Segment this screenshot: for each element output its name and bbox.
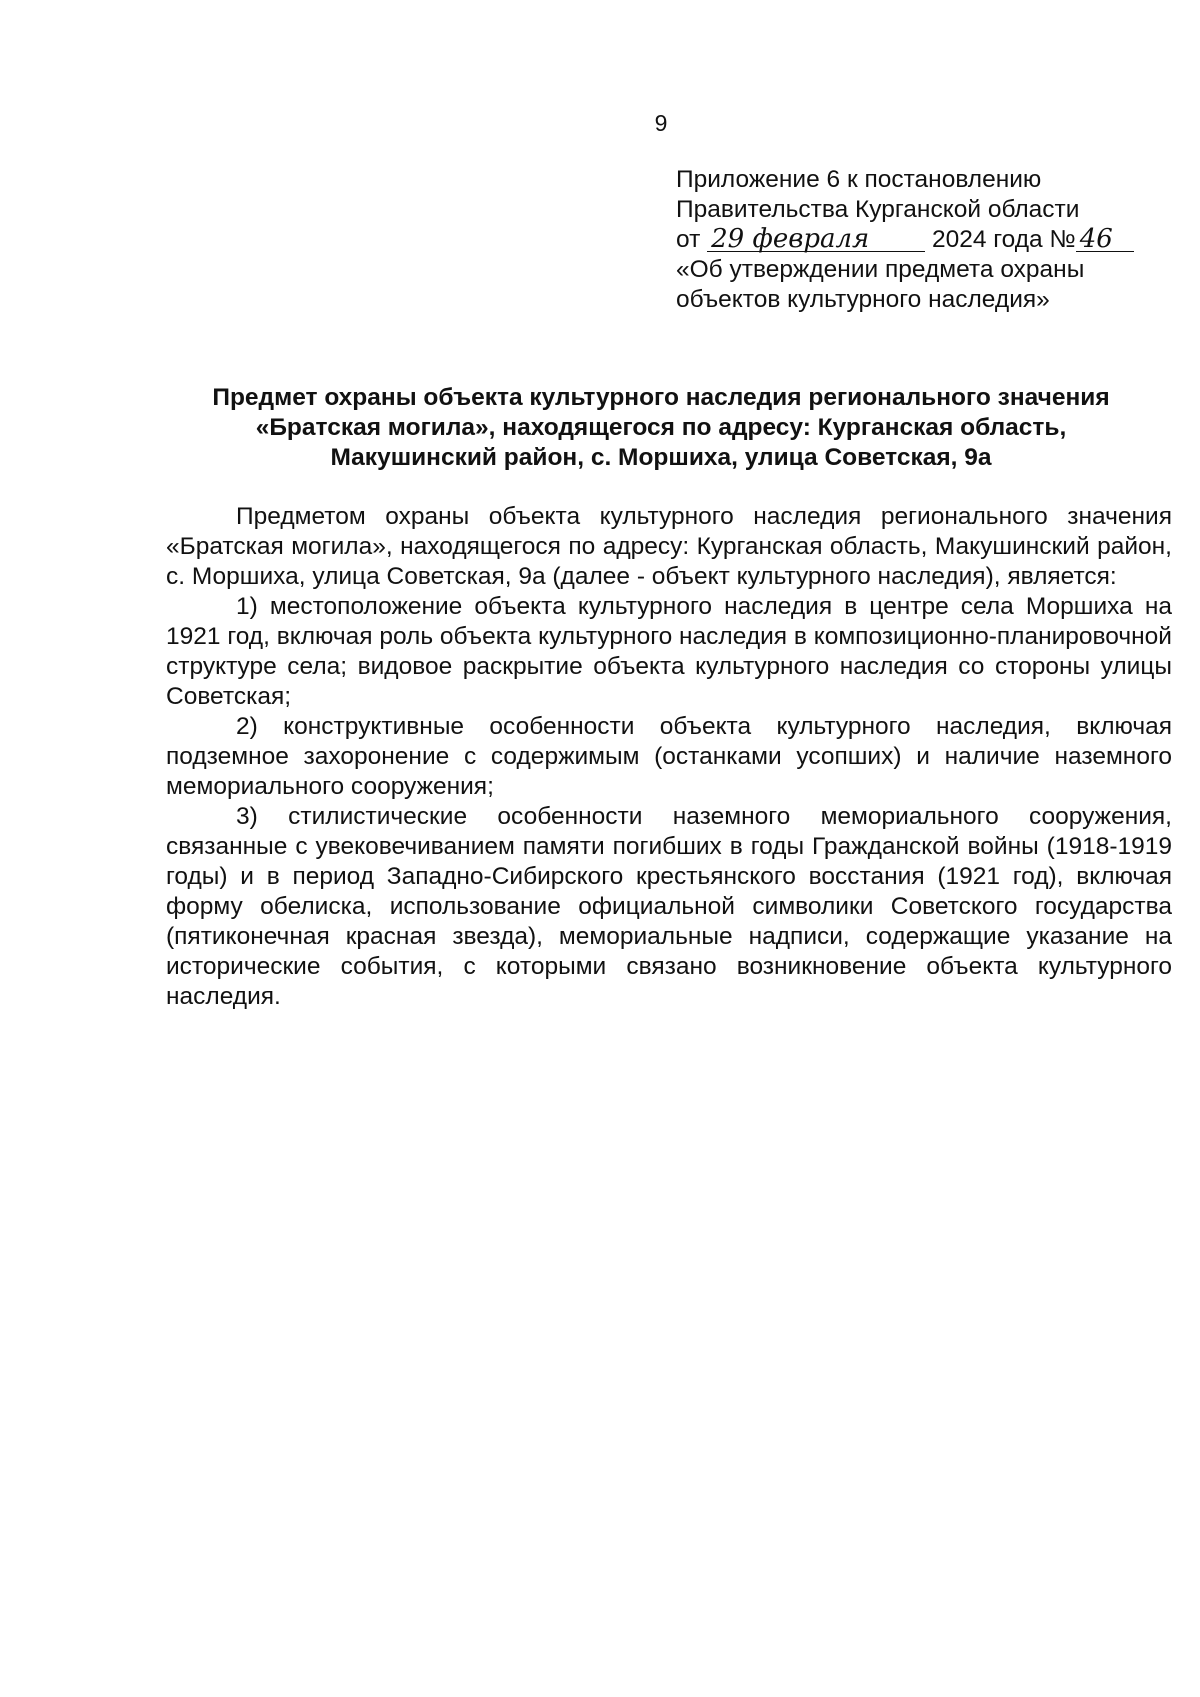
appendix-year-text: 2024 года № — [931, 226, 1076, 253]
item-1-paragraph: 1) местоположение объекта культурного наследия в центре села Моршиха на 1921 год, включая роль объекта культурного наследия в композиционно-планировочной структуре села; видовое раскрытие объекта культурного наследия со стороны улицы Советская; — [166, 593, 1172, 710]
document-title — [160, 383, 1162, 473]
title-line-2: «Братская могила», находящегося по адресу: Курганская область, — [255, 414, 1067, 441]
title-line-3: Макушинский район, с. Моршиха, улица Советская, 9а — [330, 444, 992, 471]
appendix-line-5: объектов культурного наследия» — [676, 286, 1050, 313]
item-3-paragraph: 3) стилистические особенности наземного мемориального сооружения, связанные с увековечиванием памяти погибших в годы Гражданской войны (1918-1919 годы) и в период Западно-Сибирского крестьянского восстания (1921 год), включая форму обелиска, использование официальной символики Советского государства (пятиконечная красная звезда), мемориальные надписи, содержащие указание на исторические события, с которыми связано возникновение объекта культурного наследия. — [166, 803, 1172, 1010]
appendix-line-4: «Об утверждении предмета охраны — [676, 256, 1085, 283]
document-body — [166, 502, 1172, 1012]
handwritten-number: 46 — [1076, 227, 1134, 252]
item-2-paragraph: 2) конструктивные особенности объекта культурного наследия, включая подземное захоронение с содержимым (останками усопших) и наличие наземного мемориального сооружения; — [166, 713, 1172, 800]
intro-paragraph: Предметом охраны объекта культурного наследия регионального значения «Братская могила», находящегося по адресу: Курганская область, Макушинский район, с. Моршиха, улица Советская, 9а (далее - объект культурного наследия), является: — [166, 503, 1172, 590]
handwritten-date: 29 февраля — [707, 227, 925, 252]
page-number: 9 — [654, 110, 668, 136]
appendix-line-3 — [676, 225, 1176, 255]
appendix-header — [676, 165, 1176, 315]
title-line-1: Предмет охраны объекта культурного наследия регионального значения — [212, 384, 1110, 411]
appendix-line-2: Правительства Курганской области — [676, 196, 1080, 223]
appendix-from-prefix: от — [676, 226, 701, 253]
appendix-line-1: Приложение 6 к постановлению — [676, 166, 1042, 193]
